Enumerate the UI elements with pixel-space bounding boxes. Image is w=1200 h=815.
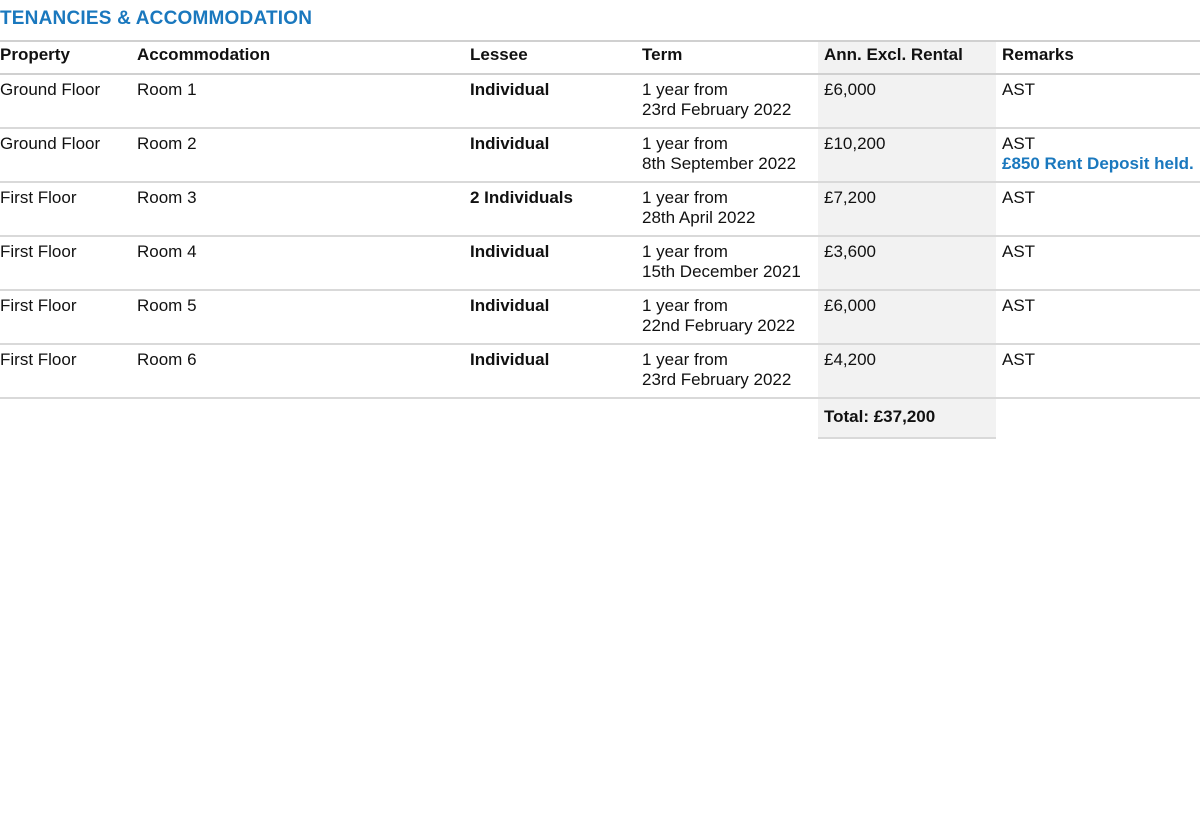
cell-term bbox=[642, 344, 818, 398]
total-spacer bbox=[996, 398, 1200, 438]
cell-accommodation: Room 2 bbox=[137, 128, 470, 182]
remarks-text: AST bbox=[1002, 242, 1036, 261]
term-line-start: 1 year from bbox=[642, 80, 728, 99]
cell-remarks bbox=[996, 74, 1200, 128]
table-row bbox=[0, 344, 1200, 398]
cell-accommodation: Room 5 bbox=[137, 290, 470, 344]
cell-remarks bbox=[996, 290, 1200, 344]
cell-term bbox=[642, 236, 818, 290]
cell-lessee: 2 Individuals bbox=[470, 182, 642, 236]
cell-lessee: Individual bbox=[470, 344, 642, 398]
table-row bbox=[0, 128, 1200, 182]
table-row bbox=[0, 236, 1200, 290]
term-line-start: 1 year from bbox=[642, 242, 728, 261]
term-line-date: 15th December 2021 bbox=[642, 262, 801, 281]
total-spacer bbox=[0, 398, 137, 438]
total-spacer bbox=[137, 398, 470, 438]
remarks-text: AST bbox=[1002, 80, 1036, 99]
cell-accommodation: Room 1 bbox=[137, 74, 470, 128]
cell-remarks bbox=[996, 128, 1200, 182]
cell-term bbox=[642, 290, 818, 344]
term-line-date: 23rd February 2022 bbox=[642, 370, 792, 389]
term-line-date: 23rd February 2022 bbox=[642, 100, 792, 119]
cell-accommodation: Room 3 bbox=[137, 182, 470, 236]
remarks-text: AST bbox=[1002, 296, 1036, 315]
cell-lessee: Individual bbox=[470, 236, 642, 290]
term-line-date: 28th April 2022 bbox=[642, 208, 756, 227]
table-row bbox=[0, 74, 1200, 128]
cell-property: Ground Floor bbox=[0, 128, 137, 182]
cell-rental: £10,200 bbox=[818, 128, 996, 182]
total-row bbox=[0, 398, 1200, 438]
column-header-rental: Ann. Excl. Rental bbox=[818, 41, 996, 74]
cell-term bbox=[642, 182, 818, 236]
cell-rental: £3,600 bbox=[818, 236, 996, 290]
cell-lessee: Individual bbox=[470, 290, 642, 344]
term-line-start: 1 year from bbox=[642, 188, 728, 207]
remarks-text: AST bbox=[1002, 188, 1036, 207]
deposit-note: £850 Rent Deposit held. bbox=[1002, 154, 1194, 173]
section-title: TENANCIES & ACCOMMODATION bbox=[0, 8, 313, 29]
cell-rental: £7,200 bbox=[818, 182, 996, 236]
cell-rental: £6,000 bbox=[818, 74, 996, 128]
cell-term bbox=[642, 74, 818, 128]
cell-remarks bbox=[996, 236, 1200, 290]
column-header-remarks: Remarks bbox=[996, 41, 1200, 74]
remarks-text: AST bbox=[1002, 134, 1036, 153]
table-header bbox=[0, 41, 1200, 74]
cell-lessee: Individual bbox=[470, 128, 642, 182]
tenancy-table bbox=[0, 40, 1200, 439]
cell-property: First Floor bbox=[0, 344, 137, 398]
cell-property: First Floor bbox=[0, 182, 137, 236]
cell-remarks bbox=[996, 182, 1200, 236]
term-line-start: 1 year from bbox=[642, 350, 728, 369]
cell-rental: £6,000 bbox=[818, 290, 996, 344]
table-row bbox=[0, 290, 1200, 344]
header-row bbox=[0, 41, 1200, 74]
total-rental: Total: £37,200 bbox=[818, 398, 996, 438]
term-line-date: 22nd February 2022 bbox=[642, 316, 796, 335]
cell-accommodation: Room 4 bbox=[137, 236, 470, 290]
cell-rental: £4,200 bbox=[818, 344, 996, 398]
cell-lessee: Individual bbox=[470, 74, 642, 128]
term-line-start: 1 year from bbox=[642, 296, 728, 315]
column-header-lessee: Lessee bbox=[470, 41, 642, 74]
total-spacer bbox=[642, 398, 818, 438]
cell-property: First Floor bbox=[0, 290, 137, 344]
column-header-accommodation: Accommodation bbox=[137, 41, 470, 74]
table-body bbox=[0, 74, 1200, 438]
cell-property: Ground Floor bbox=[0, 74, 137, 128]
term-line-date: 8th September 2022 bbox=[642, 154, 797, 173]
table-row bbox=[0, 182, 1200, 236]
cell-term bbox=[642, 128, 818, 182]
cell-remarks bbox=[996, 344, 1200, 398]
remarks-text: AST bbox=[1002, 350, 1036, 369]
total-spacer bbox=[470, 398, 642, 438]
column-header-term: Term bbox=[642, 41, 818, 74]
term-line-start: 1 year from bbox=[642, 134, 728, 153]
cell-property: First Floor bbox=[0, 236, 137, 290]
column-header-property: Property bbox=[0, 41, 137, 74]
cell-accommodation: Room 6 bbox=[137, 344, 470, 398]
